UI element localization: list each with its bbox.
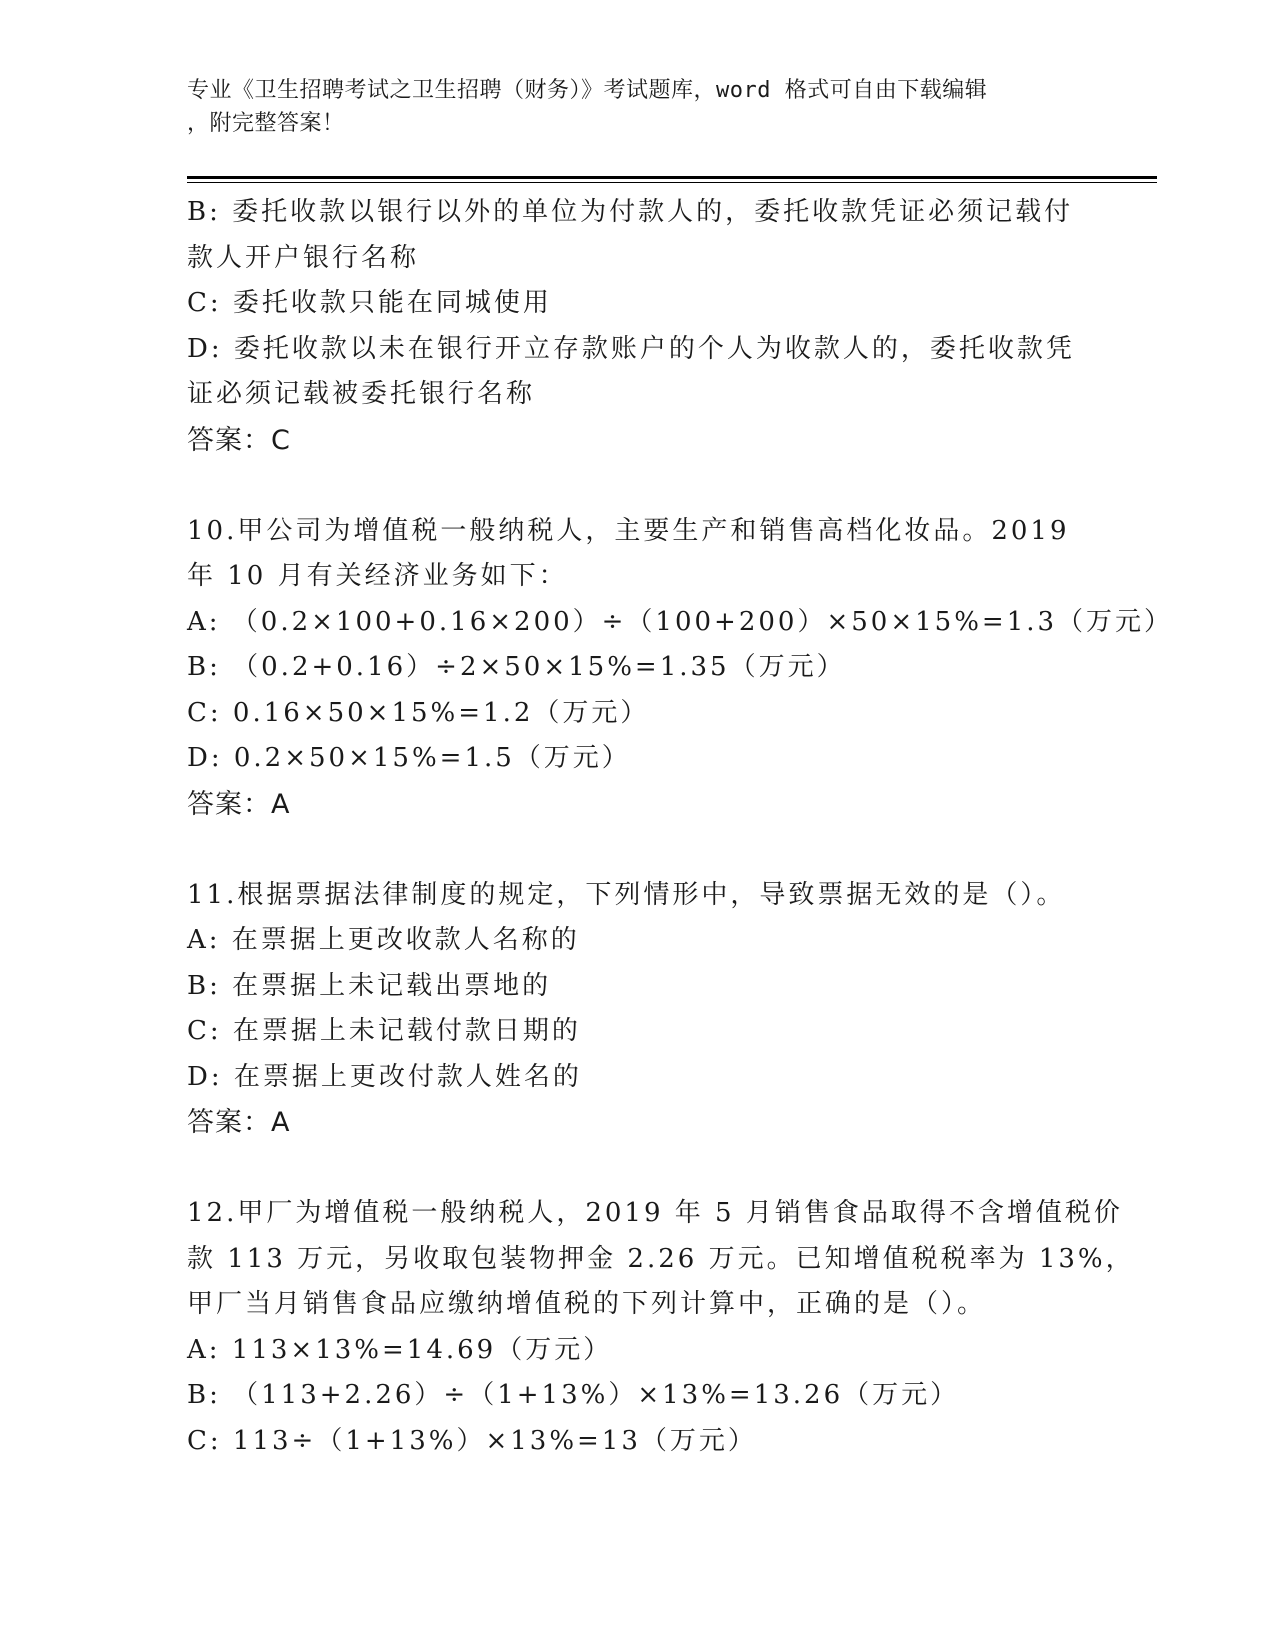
option-c: C: 在票据上未记载付款日期的 (187, 1016, 581, 1046)
option-a: A: 在票据上更改收款人名称的 (187, 925, 580, 955)
question-12 (187, 1191, 1135, 1464)
option-d: D: 在票据上更改付款人姓名的 (187, 1061, 582, 1092)
option-b-line2: 款人开户银行名称 (187, 242, 420, 273)
option-a: A: 113×13%=14.69（万元） (187, 1334, 613, 1365)
header-title-line1: 专业《卫生招聘考试之卫生招聘（财务）》考试题库，word 格式可自由下载编辑 (187, 78, 988, 103)
option-a: A: （0.2×100+0.16×200）÷（100+200）×50×15%=1.3（万元） (187, 606, 1174, 637)
answer: 答案：A (187, 1107, 291, 1138)
question-stem-line1: 10.甲公司为增值税一般纳税人，主要生产和销售高档化妆品。2019 (187, 515, 1070, 546)
question-stem-line3: 甲厂当月销售食品应缴纳增值税的下列计算中，正确的是（）。 (187, 1289, 987, 1319)
option-b: B: （113+2.26）÷（1+13%）×13%=13.26（万元） (187, 1380, 960, 1410)
header-divider-thin (187, 182, 1157, 183)
option-c: C: 113÷（1+13%）×13%=13（万元） (187, 1425, 757, 1456)
spacer (187, 1146, 1087, 1192)
option-c: C: 0.16×50×15%=1.2（万元） (187, 697, 650, 728)
question-9-continuation (187, 190, 1087, 463)
document-header (187, 74, 1067, 140)
question-stem-line1: 12.甲厂为增值税一般纳税人，2019 年 5 月销售食品取得不含增值税价 (187, 1198, 1123, 1228)
question-10 (187, 509, 1174, 828)
option-b: B: （0.2+0.16）÷2×50×15%=1.35（万元） (187, 652, 846, 682)
answer: 答案：A (187, 788, 291, 820)
header-divider-thick (187, 176, 1157, 179)
question-11 (187, 873, 1087, 1146)
question-stem: 11.根据票据法律制度的规定，下列情形中，导致票据无效的是（）。 (187, 879, 1066, 910)
document-body (187, 190, 1174, 1464)
option-c: C: 委托收款只能在同城使用 (187, 288, 552, 318)
question-stem-line2: 年 10 月有关经济业务如下： (187, 561, 568, 591)
header-title-line2: ，附完整答案！ (187, 111, 345, 136)
option-d: D: 0.2×50×15%=1.5（万元） (187, 743, 631, 773)
option-d-line2: 证必须记载被委托银行名称 (187, 379, 536, 409)
question-stem-line2: 款 113 万元，另收取包装物押金 2.26 万元。已知增值税税率为 13%， (187, 1243, 1135, 1274)
option-d-line1: D: 委托收款以未在银行开立存款账户的个人为收款人的，委托收款凭 (187, 333, 1075, 364)
option-b-line1: B: 委托收款以银行以外的单位为付款人的，委托收款凭证必须记载付 (187, 197, 1074, 227)
answer: 答案：C (187, 424, 291, 456)
spacer (187, 827, 1087, 873)
spacer (187, 463, 1087, 509)
option-b: B: 在票据上未记载出票地的 (187, 970, 552, 1001)
